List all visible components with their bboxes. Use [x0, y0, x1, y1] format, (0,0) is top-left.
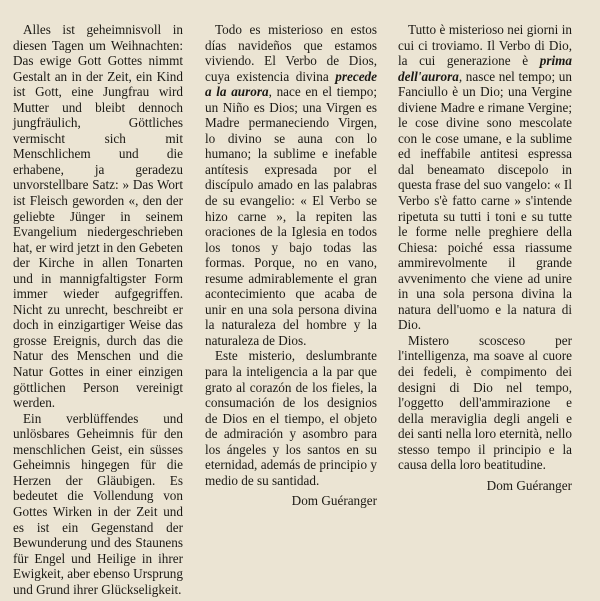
german-paragraph-2: Ein verblüffendes und unlösbares Geheimnis für den menschlichen Geist, ein süsses Geheimnis hingegen für die Herzen der Gläubigen. Es bedeutet die Vollendung von Gottes Wirken in der Zeit und es ist ein Gegenstand der Bewunderung und des Staunens für Engel und Heilige in ihrer Ewigkeit, aber ebenso Ursprung und Grund ihrer Glückseligkeit. — [13, 410, 183, 597]
spanish-column — [205, 22, 377, 509]
spanish-p1-text-b: , nace en el tiempo; un Niño es Dios; una Virgen es Madre permaneciendo Virgen, lo divino se auna con lo humano; la sublime e inefable antítesis expresada por el discípulo amado en las palabras de su evangelio: « El Verbo se hizo carne », la repiten las oraciones de la Iglesia en todos los tonos y bajo todas las formas. Porque, no en vano, resume admirablemente el gran acontecimiento que acaba de unir en una sola persona divina la naturaleza del hombre y la naturaleza de Dios. — [205, 84, 377, 348]
german-paragraph-1: Alles ist geheimnisvoll in diesen Tagen um Weihnachten: Das ewige Gott Gottes nimmt Gestalt an in der Zeit, ein Kind ist Gott, eine Jungfrau wird Mutter und bleibt dennoch jungfräulich, Göttliches vermischt sich mit Menschlichem und die erhabene, ja geradezu unvorstellbare Satz: » Das Wort ist Fleisch geworden «, den der geliebte Jünger in seinem Evangelium niedergeschrieben hat, er wird jetzt in den Gebeten der Kirche in allen Tonarten und in mannigfaltigster Form immer wieder aufgegriffen. Nicht zu unrecht, beschreibt er doch in einzigartiger Weise das grosse Ereignis, durch das die Natur des Menschen und die Natur Gottes in einer einzigen göttlichen Person vereinigt werden. — [13, 22, 183, 411]
german-column — [13, 22, 183, 597]
italian-column — [398, 22, 572, 493]
spanish-signature: Dom Guéranger — [291, 493, 377, 509]
italian-paragraph-1 — [398, 22, 572, 333]
spanish-paragraph-1 — [205, 22, 377, 348]
spanish-p1-emphasis: precede a la aurora — [205, 68, 377, 100]
italian-signature: Dom Guéranger — [486, 477, 572, 493]
italian-p1-emphasis: prima dell'aurora — [398, 53, 572, 84]
spanish-p1-text-a: Todo es misterioso en estos días navideños que estamos viviendo. El Verbo de Dios, cuya existencia divina — [205, 22, 377, 84]
spanish-paragraph-2: Este misterio, deslumbrante para la inteligencia a la par que grato al corazón de los fieles, la consumación de los designios de Dios en el tiempo, el objeto de admiración y asombro para los ángeles y los santos en su eternidad, además de principio y medio de su santidad. — [205, 348, 377, 488]
italian-p1-text-a: Tutto è misterioso nei giorni in cui ci troviamo. Il Verbo di Dio, la cui generazione è — [398, 22, 572, 69]
italian-p1-text-b: , nasce nel tempo; un Fanciullo è un Dio; una Vergine diviene Madre e rimane Vergine; le cose divine sono mescolate con le cose umane, e la sublime ed ineffabile antitesi espressa dal beneamato discepolo in questa frase del suo vangelo: « Il Verbo s'è fatto carne » s'intende ripetuta su tutti i toni e su tutte le forme nelle preghiere della Chiesa: poiché essa riassume ammirevolmente il grande avvenimento che viene ad unire in una sola persona divina la natura dell'uomo e la natura di Dio. — [398, 68, 572, 333]
italian-paragraph-2: Mistero scosceso per l'intelligenza, ma soave al cuore dei fedeli, è compimento dei designi di Dio nel tempo, l'oggetto dell'ammirazione e della meraviglia degli angeli e dei santi nella loro eternità, nello stesso tempo il principio e la causa della loro beatitudine. — [398, 332, 572, 473]
